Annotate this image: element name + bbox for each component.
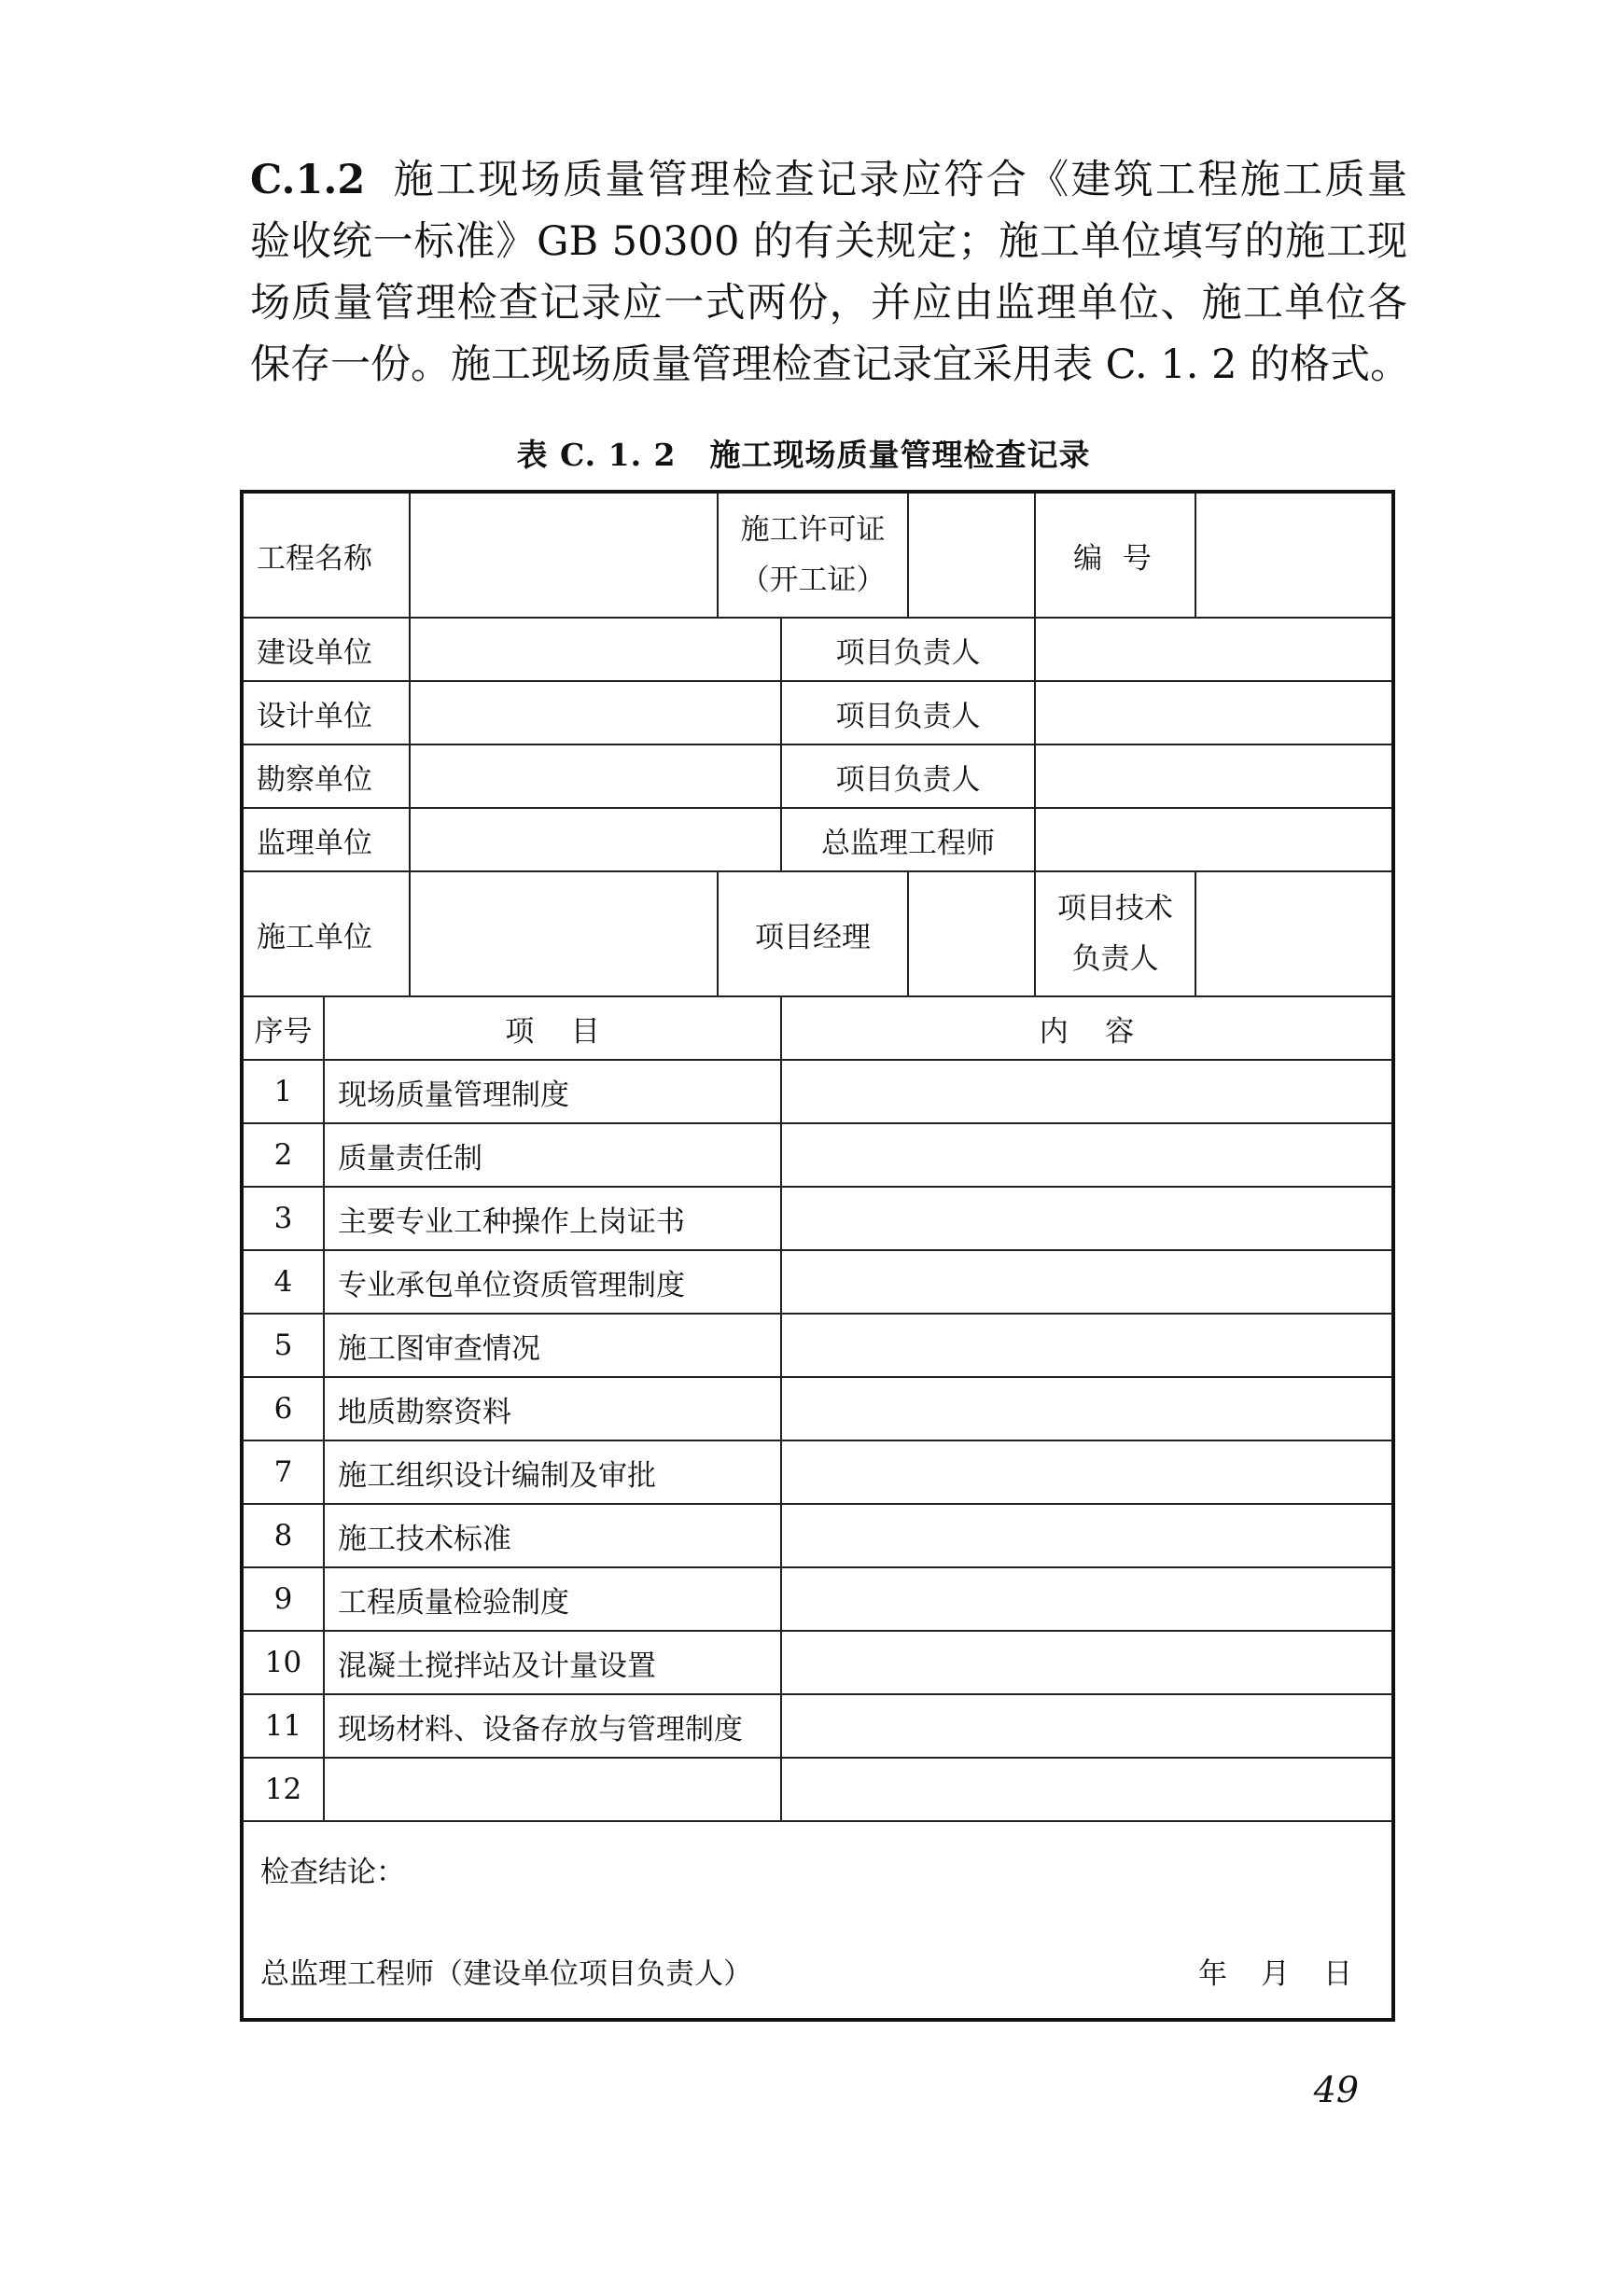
label-supervision-unit: 监理单位 <box>242 808 410 871</box>
table-row <box>242 1060 1393 1123</box>
item-number: 7 <box>242 1440 324 1504</box>
label-project-name: 工程名称 <box>242 492 410 618</box>
label-chief-supervisor: 总监理工程师 <box>781 808 1035 871</box>
item-name: 施工组织设计编制及审批 <box>324 1440 781 1504</box>
table-row <box>242 744 1393 808</box>
paragraph-line-3: 场质量管理检查记录应一式两份，并应由监理单位、施工单位各 <box>250 280 1407 327</box>
signature-label: 总监理工程师（建设单位项目负责人） <box>260 1957 752 1991</box>
table-row <box>242 1377 1393 1440</box>
page-number: 49 <box>1313 2069 1359 2110</box>
item-name-field[interactable] <box>324 1758 781 1821</box>
item-name: 工程质量检验制度 <box>324 1567 781 1631</box>
design-unit-field[interactable] <box>410 681 781 744</box>
column-header-no: 序号 <box>242 996 324 1060</box>
item-name: 现场材料、设备存放与管理制度 <box>324 1694 781 1758</box>
label-design-unit: 设计单位 <box>242 681 410 744</box>
item-name: 施工技术标准 <box>324 1504 781 1567</box>
design-leader-field[interactable] <box>1035 681 1393 744</box>
table-row <box>242 871 1393 996</box>
label-construction-owner: 建设单位 <box>242 618 410 681</box>
item-name: 专业承包单位资质管理制度 <box>324 1250 781 1314</box>
item-content-field[interactable] <box>781 1123 1393 1187</box>
item-content-field[interactable] <box>781 1758 1393 1821</box>
item-number: 9 <box>242 1567 324 1631</box>
table-row <box>242 618 1393 681</box>
item-content-field[interactable] <box>781 1504 1393 1567</box>
table-row <box>242 492 1393 618</box>
date-year: 年 <box>1198 1957 1229 1991</box>
item-number: 6 <box>242 1377 324 1440</box>
chief-supervisor-field[interactable] <box>1035 808 1393 871</box>
label-permit: 施工许可证 （开工证） <box>718 492 908 618</box>
contractor-field[interactable] <box>410 871 718 996</box>
permit-field[interactable] <box>908 492 1035 618</box>
item-content-field[interactable] <box>781 1694 1393 1758</box>
item-name: 施工图审查情况 <box>324 1314 781 1377</box>
item-number: 10 <box>242 1631 324 1694</box>
date-labels <box>1167 1950 1354 1992</box>
label-survey-unit: 勘察单位 <box>242 744 410 808</box>
table-row <box>242 1314 1393 1377</box>
label-serial-no: 编 号 <box>1035 492 1195 618</box>
table-caption-title: 施工现场质量管理检查记录 <box>709 437 1091 473</box>
tech-leader-field[interactable] <box>1195 871 1393 996</box>
table-row <box>242 1123 1393 1187</box>
label-tech-leader: 项目技术 负责人 <box>1035 871 1195 996</box>
label-contractor: 施工单位 <box>242 871 410 996</box>
column-header-content: 内 容 <box>781 996 1393 1060</box>
item-number: 5 <box>242 1314 324 1377</box>
construction-owner-field[interactable] <box>410 618 781 681</box>
label-project-manager: 项目经理 <box>718 871 908 996</box>
item-number: 2 <box>242 1123 324 1187</box>
label-project-leader: 项目负责人 <box>781 618 1035 681</box>
paragraph-line-4: 保存一份。施工现场质量管理检查记录宜采用表 C. 1. 2 的格式。 <box>250 341 1411 388</box>
owner-leader-field[interactable] <box>1035 618 1393 681</box>
table-row <box>242 1187 1393 1250</box>
table-row <box>242 1250 1393 1314</box>
section-number: C.1.2 <box>250 157 366 203</box>
date-month: 月 <box>1261 1957 1292 1991</box>
item-content-field[interactable] <box>781 1377 1393 1440</box>
item-content-field[interactable] <box>781 1631 1393 1694</box>
item-name: 质量责任制 <box>324 1123 781 1187</box>
item-name: 现场质量管理制度 <box>324 1060 781 1123</box>
item-content-field[interactable] <box>781 1567 1393 1631</box>
conclusion-row <box>242 1821 1393 2020</box>
item-content-field[interactable] <box>781 1314 1393 1377</box>
survey-unit-field[interactable] <box>410 744 781 808</box>
table-row <box>242 1504 1393 1567</box>
table-row <box>242 1631 1393 1694</box>
conclusion-cell[interactable] <box>242 1821 1393 2020</box>
quality-check-table <box>240 490 1395 2022</box>
table-row <box>242 1758 1393 1821</box>
serial-no-field[interactable] <box>1195 492 1393 618</box>
table-caption <box>0 431 1607 475</box>
table-row <box>242 808 1393 871</box>
item-content-field[interactable] <box>781 1187 1393 1250</box>
item-content-field[interactable] <box>781 1440 1393 1504</box>
survey-leader-field[interactable] <box>1035 744 1393 808</box>
column-header-item: 项 目 <box>324 996 781 1060</box>
conclusion-label: 检查结论： <box>260 1856 405 1889</box>
project-name-field[interactable] <box>410 492 718 618</box>
table-row <box>242 1694 1393 1758</box>
section-paragraph <box>250 149 1411 396</box>
column-header-row <box>242 996 1393 1060</box>
paragraph-line-2: 验收统一标准》GB 50300 的有关规定；施工单位填写的施工现 <box>250 218 1407 265</box>
item-name: 地质勘察资料 <box>324 1377 781 1440</box>
item-number: 4 <box>242 1250 324 1314</box>
item-number: 8 <box>242 1504 324 1567</box>
item-number: 3 <box>242 1187 324 1250</box>
date-day: 日 <box>1323 1957 1354 1991</box>
label-project-leader: 项目负责人 <box>781 681 1035 744</box>
supervision-unit-field[interactable] <box>410 808 781 871</box>
table-row <box>242 1567 1393 1631</box>
item-content-field[interactable] <box>781 1250 1393 1314</box>
item-content-field[interactable] <box>781 1060 1393 1123</box>
item-name: 主要专业工种操作上岗证书 <box>324 1187 781 1250</box>
item-number: 1 <box>242 1060 324 1123</box>
item-number: 12 <box>242 1758 324 1821</box>
table-caption-id: 表 C. 1. 2 <box>516 437 677 473</box>
table-row <box>242 1440 1393 1504</box>
item-number: 11 <box>242 1694 324 1758</box>
paragraph-line-1: C.1.2 施工现场质量管理检查记录应符合《建筑工程施工质量 <box>250 157 1407 203</box>
item-name: 混凝土搅拌站及计量设置 <box>324 1631 781 1694</box>
project-manager-field[interactable] <box>908 871 1035 996</box>
table-row <box>242 681 1393 744</box>
label-project-leader: 项目负责人 <box>781 744 1035 808</box>
